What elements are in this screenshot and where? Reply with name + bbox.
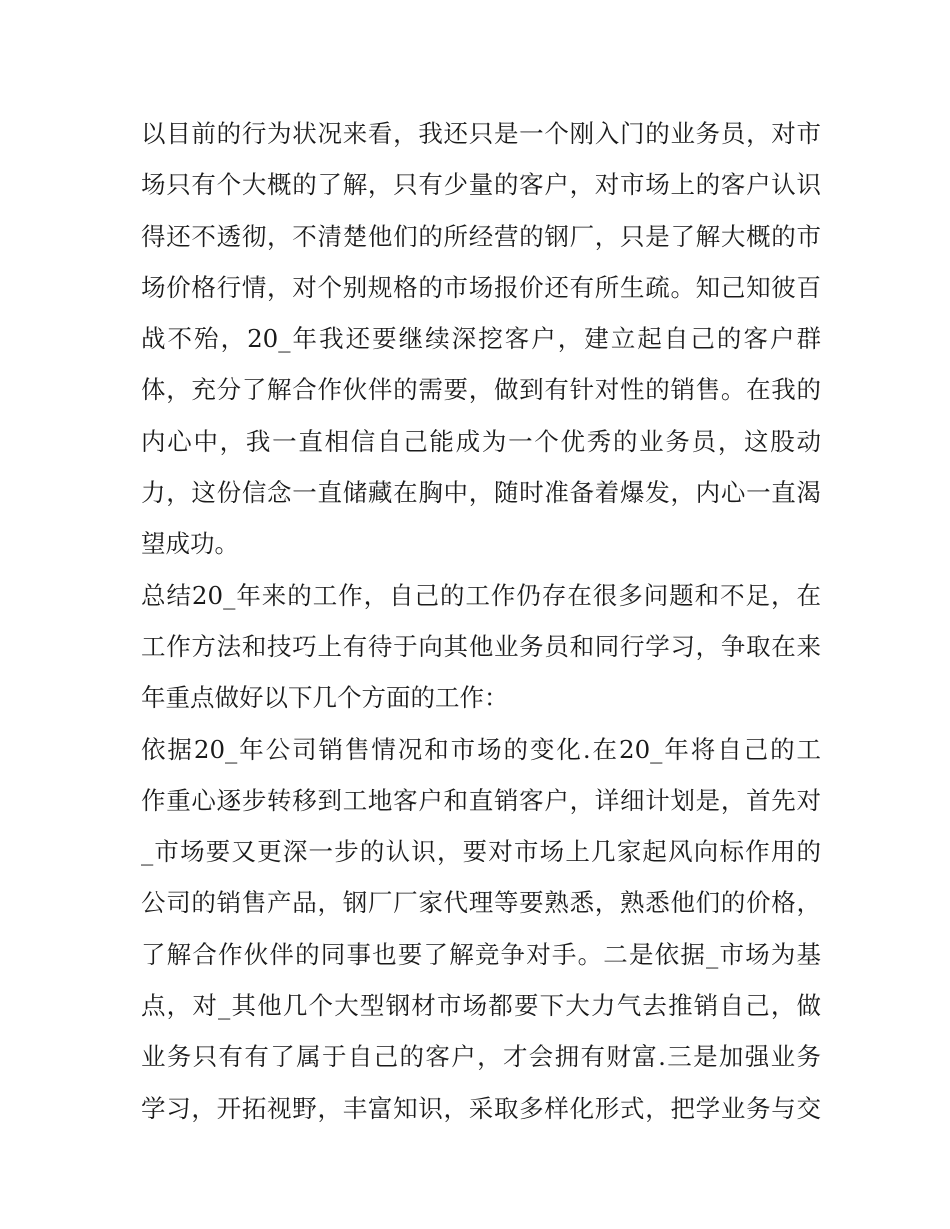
text-line: _市场要又更深一步的认识，要对市场上几家起风向标作用的	[141, 837, 821, 867]
text-line: 力，这份信念一直储藏在胸中，随时准备着爆发，内心一直渴	[141, 478, 821, 508]
text-line: 望成功。	[141, 529, 239, 559]
text-line: 学习，开拓视野，丰富知识，采取多样化形式，把学业务与交	[141, 1093, 821, 1123]
text-line: 战不殆，20_年我还要继续深挖客户，建立起自己的客户群	[141, 324, 821, 354]
text-line: 以目前的行为状况来看，我还只是一个刚入门的业务员，对市	[141, 119, 821, 148]
text-line: 点，对_其他几个大型钢材市场都要下大力气去推销自己，做	[141, 991, 821, 1021]
text-line: 场价格行情，对个别规格的市场报价还有所生疏。知己知彼百	[141, 272, 821, 302]
text-line: 年重点做好以下几个方面的工作：	[141, 683, 509, 713]
text-line: 工作方法和技巧上有待于向其他业务员和同行学习，争取在来	[141, 631, 821, 661]
text-line: 依据20_年公司销售情况和市场的变化.在20_年将自己的工	[141, 734, 821, 764]
paragraph-3	[141, 724, 821, 1134]
paragraph-2	[141, 570, 821, 724]
text-line: 业务只有有了属于自己的客户，才会拥有财富.三是加强业务	[141, 1042, 821, 1072]
text-line: 公司的销售产品，钢厂厂家代理等要熟悉，熟悉他们的价格，	[141, 888, 821, 918]
text-line: 内心中，我一直相信自己能成为一个优秀的业务员，这股动	[141, 426, 821, 456]
text-line: 体，充分了解合作伙伴的需要，做到有针对性的销售。在我的	[141, 375, 821, 405]
text-line: 作重心逐步转移到工地客户和直销客户，详细计划是，首先对	[141, 785, 821, 815]
text-line: 总结20_年来的工作，自己的工作仍存在很多问题和不足，在	[141, 580, 821, 610]
text-line: 了解合作伙伴的同事也要了解竞争对手。二是依据_市场为基	[141, 939, 821, 969]
document-body	[141, 108, 821, 1134]
text-line: 场只有个大概的了解，只有少量的客户，对市场上的客户认识	[141, 170, 821, 200]
paragraph-1	[141, 108, 821, 570]
text-line: 得还不透彻，不清楚他们的所经营的钢厂，只是了解大概的市	[141, 221, 821, 251]
